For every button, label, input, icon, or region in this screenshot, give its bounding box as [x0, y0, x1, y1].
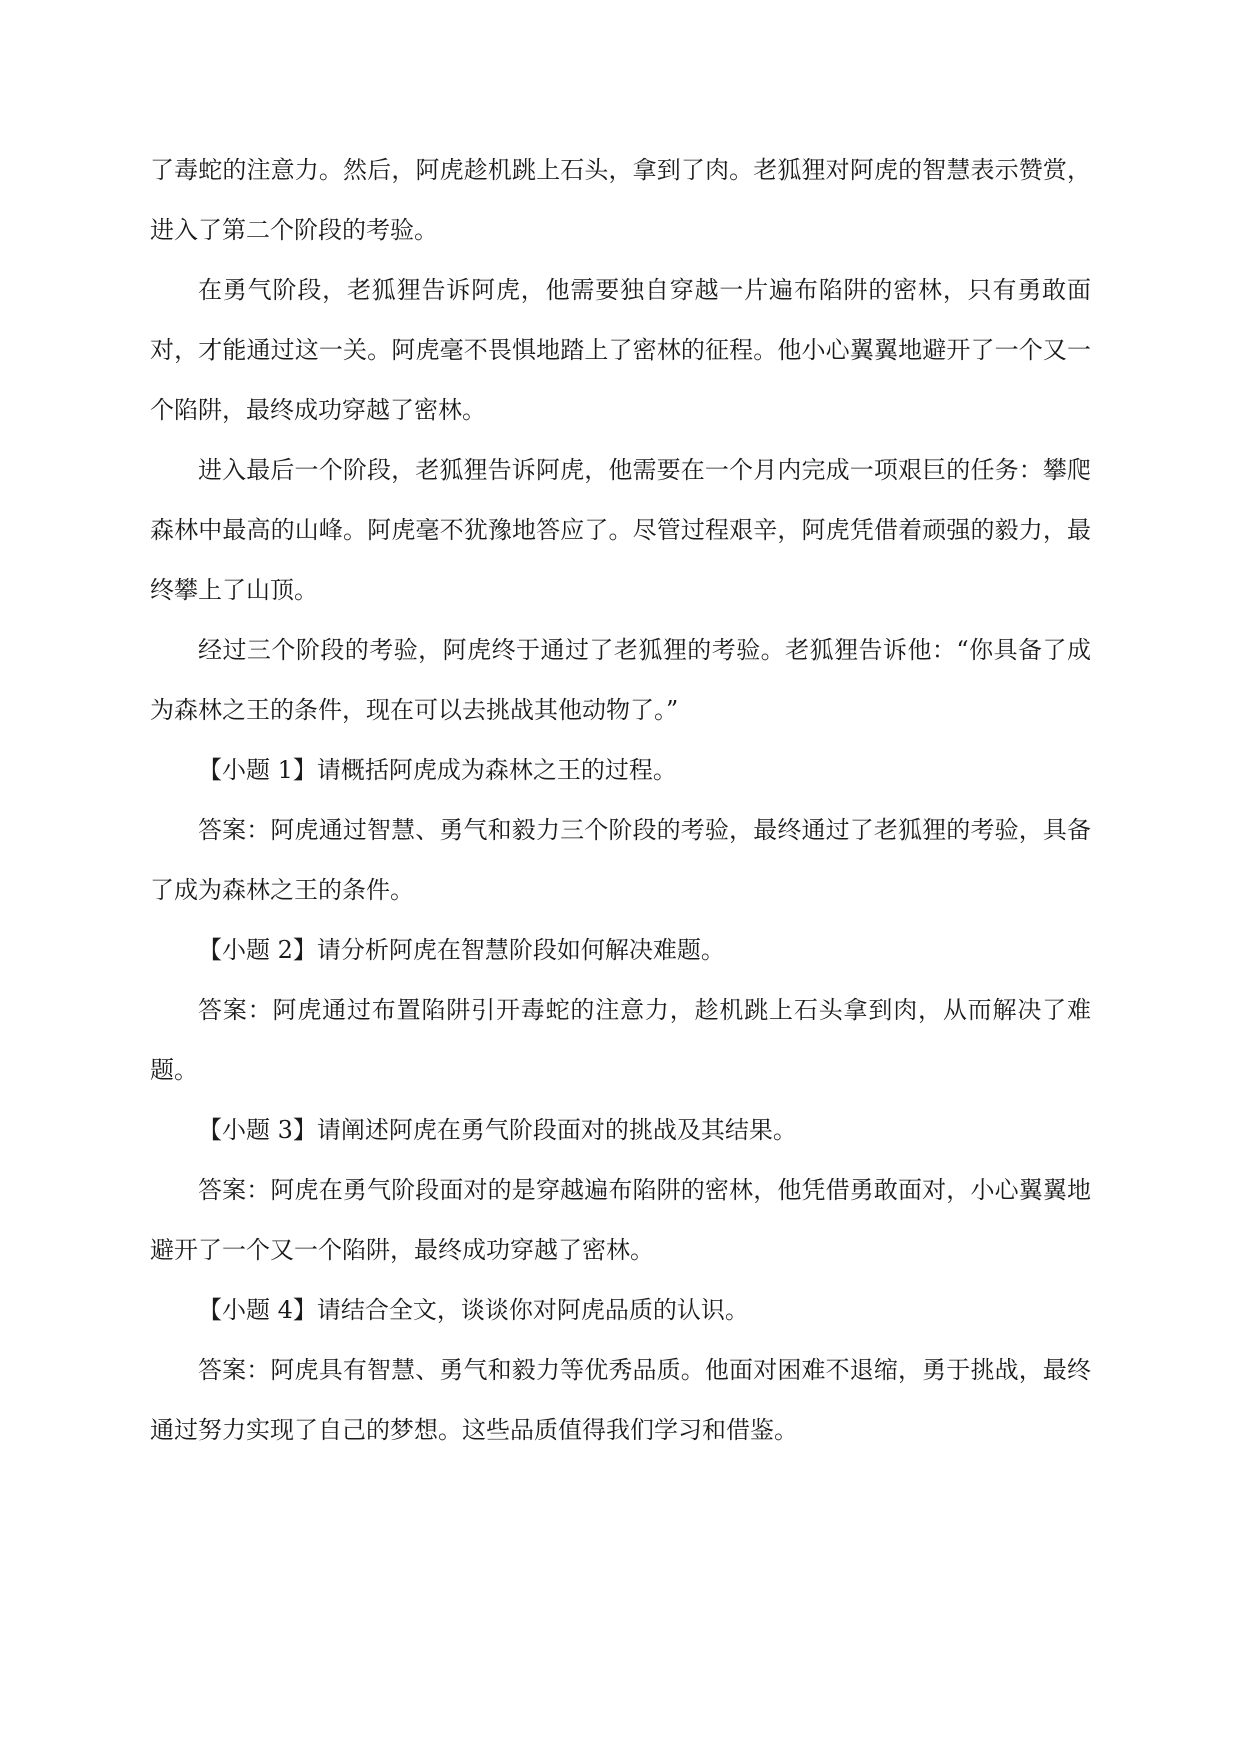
answer-1: 答案：阿虎通过智慧、勇气和毅力三个阶段的考验，最终通过了老狐狸的考验，具备了成为森林之王的条件。 [150, 816, 1091, 904]
paragraph-courage-stage: 在勇气阶段，老狐狸告诉阿虎，他需要独自穿越一片遍布陷阱的密林，只有勇敢面对，才能通过这一关。阿虎毫不畏惧地踏上了密林的征程。他小心翼翼地避开了一个又一个陷阱，最终成功穿越了密林。 [150, 276, 1091, 424]
answer-2: 答案：阿虎通过布置陷阱引开毒蛇的注意力，趁机跳上石头拿到肉，从而解决了难题。 [150, 996, 1091, 1084]
question-1: 【小题 1】请概括阿虎成为森林之王的过程。 [198, 756, 677, 784]
question-4: 【小题 4】请结合全文，谈谈你对阿虎品质的认识。 [198, 1296, 749, 1324]
question-3: 【小题 3】请阐述阿虎在勇气阶段面对的挑战及其结果。 [198, 1116, 797, 1144]
paragraph-continuation: 了毒蛇的注意力。然后，阿虎趁机跳上石头，拿到了肉。老狐狸对阿虎的智慧表示赞赏，进入了第二个阶段的考验。 [150, 156, 1091, 244]
answer-4: 答案：阿虎具有智慧、勇气和毅力等优秀品质。他面对困难不退缩，勇于挑战，最终通过努力实现了自己的梦想。这些品质值得我们学习和借鉴。 [150, 1356, 1091, 1444]
paragraph-conclusion: 经过三个阶段的考验，阿虎终于通过了老狐狸的考验。老狐狸告诉他：“你具备了成为森林之王的条件，现在可以去挑战其他动物了。” [150, 636, 1091, 724]
paragraph-final-stage: 进入最后一个阶段，老狐狸告诉阿虎，他需要在一个月内完成一项艰巨的任务：攀爬森林中最高的山峰。阿虎毫不犹豫地答应了。尽管过程艰辛，阿虎凭借着顽强的毅力，最终攀上了山顶。 [150, 456, 1091, 604]
question-2: 【小题 2】请分析阿虎在智慧阶段如何解决难题。 [198, 936, 725, 964]
answer-3: 答案：阿虎在勇气阶段面对的是穿越遍布陷阱的密林，他凭借勇敢面对，小心翼翼地避开了一个又一个陷阱，最终成功穿越了密林。 [150, 1176, 1091, 1264]
